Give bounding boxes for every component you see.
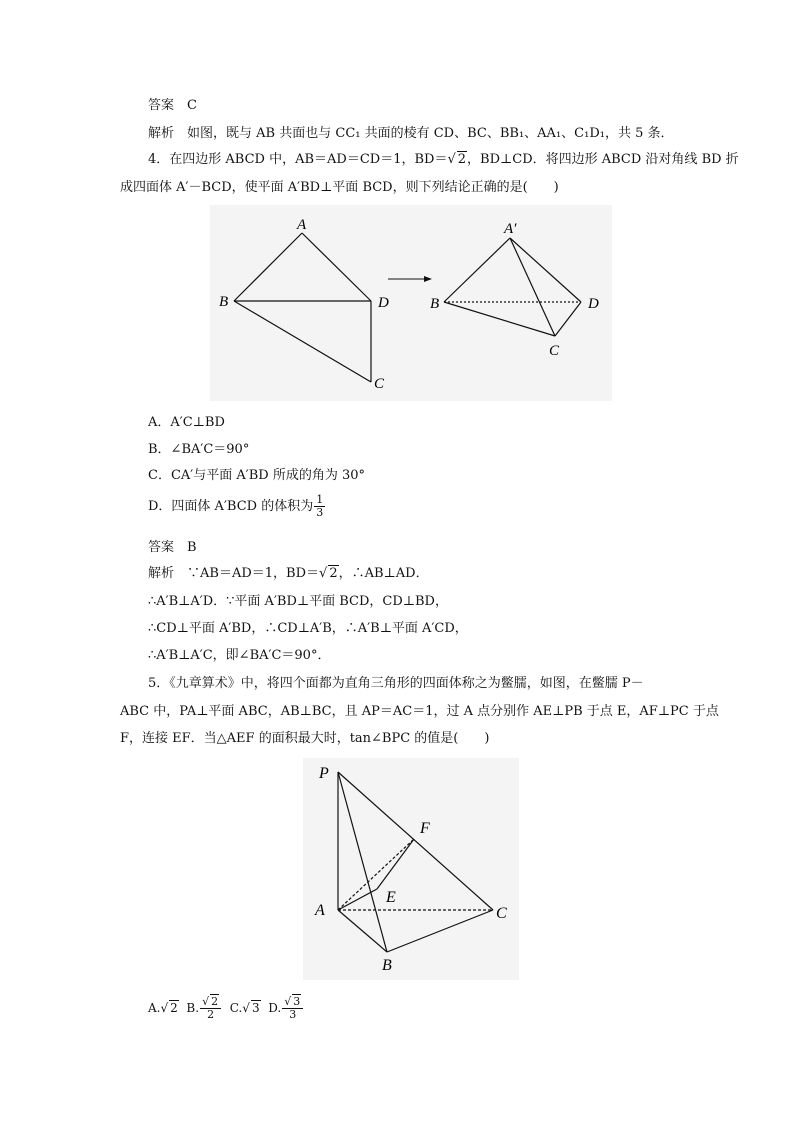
q4-option-b: B．∠BA′C＝90° <box>148 442 250 457</box>
q5-stem-line3: F，连接 EF．当△AEF 的面积最大时，tan∠BPC 的值是( ) <box>120 731 490 746</box>
label-d: D <box>378 295 389 311</box>
q4-analysis-line4: ∴A′B⊥A′C，即∠BA′C＝90°． <box>148 648 331 663</box>
sqrt-expression: √ 2 <box>160 1001 178 1015</box>
option-c-label: C. <box>229 1001 243 1015</box>
label-b: B <box>219 294 229 310</box>
radicand: 3 <box>293 995 301 1008</box>
numerator: √ 2 <box>200 996 221 1009</box>
q4-answer: 答案 B <box>148 540 197 555</box>
q5-stem-line2: ABC 中，PA⊥平面 ABC，AB⊥BC，且 AP＝AC＝1，过 A 点分别作 AE⊥PB 于点 E，AF⊥PC 于点 <box>120 704 719 719</box>
figure-background <box>303 758 519 980</box>
q5-options <box>148 996 304 1021</box>
option-d-label: D. <box>268 1001 282 1015</box>
q4-option-d <box>148 494 326 519</box>
numerator: √ 3 <box>282 996 303 1009</box>
analysis-text: ∵AB＝AD＝1，BD＝ <box>187 566 320 581</box>
q5-figure <box>303 758 519 980</box>
label-c: C <box>374 376 385 392</box>
radicand: 2 <box>457 152 467 167</box>
label-d: D <box>588 296 599 312</box>
analysis-label: 解析 <box>148 566 175 581</box>
label-c: C <box>549 343 560 359</box>
fraction <box>200 996 221 1021</box>
denominator: 2 <box>207 1008 215 1021</box>
option-text: D．四面体 A′BCD 的体积为 <box>148 499 314 514</box>
label-f: F <box>420 820 430 837</box>
q4-option-c: C．CA′与平面 A′BD 所成的角为 30° <box>148 468 365 483</box>
q3-analysis <box>148 126 673 142</box>
label-b: B <box>430 296 440 312</box>
sqrt-expression: √ 2 <box>447 152 467 167</box>
q4-analysis-line3: ∴CD⊥平面 A′BD，∴CD⊥A′B，∴A′B⊥平面 A′CD， <box>148 621 468 636</box>
denominator: 3 <box>289 1008 297 1021</box>
sqrt-expression: √ 2 <box>319 566 338 581</box>
sqrt-expression: √ 3 <box>242 1001 260 1015</box>
radicand: 3 <box>251 1001 260 1015</box>
fraction <box>282 996 303 1021</box>
analysis-text: ，∴AB⊥AD． <box>338 566 429 581</box>
radicand: 2 <box>329 566 338 581</box>
analysis-text: 如图，既与 AB 共面也与 CC₁ 共面的棱有 CD、BC、BB₁、AA₁、C₁D₁，共 5 条． <box>187 126 674 141</box>
label-a: A <box>297 217 307 233</box>
numerator: 1 <box>316 493 324 506</box>
label-b: B <box>382 957 392 974</box>
q4-stem-text: ，BD⊥CD．将四边形 ABCD 沿对角线 BD 折 <box>467 152 739 167</box>
label-a: A <box>315 902 325 919</box>
denominator: 3 <box>316 506 324 519</box>
q4-figure <box>210 205 612 401</box>
radicand: 2 <box>170 1001 178 1015</box>
q4-option-a: A．A′C⊥BD <box>148 415 225 430</box>
radicand: 2 <box>211 995 219 1008</box>
label-p: P <box>319 765 329 782</box>
option-b-label: B. <box>186 1001 200 1015</box>
q5-stem-line1: 5．《九章算术》中，将四个面都为直角三角形的四面体称之为鳖臑，如图，在鳖臑 P－ <box>148 676 644 691</box>
q4-stem-line1 <box>148 152 739 168</box>
analysis-label: 解析 <box>148 126 175 141</box>
label-a-prime: A′ <box>504 221 517 237</box>
q4-stem-line2: 成四面体 A′－BCD，使平面 A′BD⊥平面 BCD，则下列结论正确的是( ) <box>120 180 559 195</box>
q4-stem-text: 4．在四边形 ABCD 中，AB＝AD＝CD＝1，BD＝ <box>148 152 448 167</box>
option-a-label: A. <box>148 1001 161 1015</box>
q4-analysis-line2: ∴A′B⊥A′D．∵平面 A′BD⊥平面 BCD，CD⊥BD， <box>148 594 448 609</box>
figure-background <box>210 205 612 401</box>
q4-analysis-line1 <box>148 566 429 582</box>
fraction <box>314 494 325 519</box>
q3-answer: 答案 C <box>148 98 197 113</box>
label-c: C <box>496 905 507 922</box>
label-e: E <box>386 889 396 906</box>
